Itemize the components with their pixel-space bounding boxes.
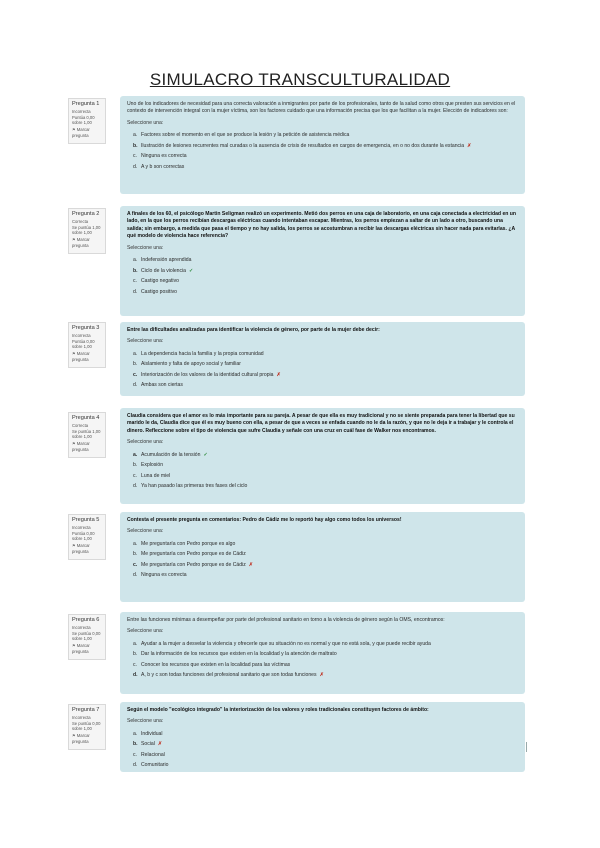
question-info-7 [68,704,106,750]
question-score: Puntúa 0,00 sobre 1,00 [72,338,95,350]
option-letter: a. [133,132,138,139]
question-number: Pregunta 3 [72,325,100,331]
question-info-3 [68,322,106,368]
option-text: Castigo positivo [141,288,177,295]
question-card-1 [120,96,525,194]
option-letter: a. [133,451,138,458]
question-card-3 [120,322,525,396]
option-letter: c. [133,472,137,479]
answer-option[interactable] [127,162,517,173]
flag-question-link[interactable] [72,351,102,363]
question-text: Entre las funciones mínimas a desempeñar por parte del profesional sanitario en torno a la violencia de género según la OMS, encontramos: [127,617,445,623]
answer-option[interactable] [127,760,517,771]
answer-option[interactable] [127,750,517,761]
option-text: La dependencia hacia la familia y la propia comunidad [141,350,264,357]
flag-label: Marcar pregunta [72,237,90,248]
question-score: Se puntúa 0,00 sobre 1,00 [72,630,101,642]
answer-prompt: Seleccione una: [127,439,164,446]
question-text: Contesta el presente pregunta en comentarios: Pedro de Cádiz me lo reportó hay algo como todos los universos! [127,517,402,523]
answer-option[interactable] [127,460,517,471]
flag-icon: ⚑ [72,543,76,549]
answer-option[interactable] [127,471,517,482]
option-letter: a. [133,350,138,357]
answer-option[interactable] [127,639,517,650]
correct-icon: ✓ [203,451,208,458]
question-score: Se puntúa 1,00 sobre 1,00 [72,224,101,236]
question-number: Pregunta 6 [72,617,100,623]
option-text: Me preguntaría con Pedro porque es de Cádiz [141,561,246,568]
flag-icon: ⚑ [72,733,76,739]
incorrect-icon: ✗ [319,672,324,679]
answer-prompt: Seleccione una: [127,119,164,126]
question-status: Incorrecta [72,524,91,530]
answer-prompt: Seleccione una: [127,628,164,635]
question-status: Incorrecta [72,714,91,720]
option-text: Social [141,741,155,748]
question-info-6 [68,614,106,660]
option-letter: d. [133,163,138,170]
option-text: Ambas son ciertas [141,382,183,389]
option-letter: c. [133,561,138,568]
option-letter: d. [133,288,138,295]
flag-label: Marcar pregunta [72,351,90,362]
option-text: Interiorización de los valores de la identidad cultural propia [141,371,274,378]
option-text: Luna de miel [141,472,171,479]
option-letter: a. [133,540,138,547]
option-text: Ya han pasado las primeras tres fases del ciclo [141,483,248,490]
option-text: Ninguna es correcta [141,153,187,160]
option-letter: c. [133,661,137,668]
question-score: Puntúa 0,00 sobre 1,00 [72,114,95,126]
answer-option[interactable] [127,359,517,370]
question-text: A finales de los 60, el psicólogo Martin Seligman realizó un experimento. Metió dos perros en una caja de laboratorio, en una caja conectada a electricidad en un lado, en la que los perros recibían descargas eléctricas cuando intentaban escapar. Mientras, los perros empiezan a saltar de un lado a otro, buscando una salida; sin embargo, a medida que pasa el tiempo y no hay salida, los perros se acostumbran a recibir las descargas eléctricas sin hacer nada para evitarlas. ¿A qué modelo de violencia hace referencia? [127,211,517,240]
option-text: Ayudar a la mujer a desvelar la violencia y ofrecerle que su situación no es normal y que no está sola, y que puede recibir ayuda [141,640,431,647]
question-card-5 [120,512,525,602]
option-letter: c. [133,371,138,378]
question-card-7 [120,702,525,772]
page-title: SIMULACRO TRANSCULTURALIDAD [149,70,451,89]
option-text: Aislamiento y falta de apoyo social y familiar [141,361,241,368]
option-text: A, b y c son todas funciones del profesional sanitario que son todas funciones [141,672,317,679]
answer-prompt: Seleccione una: [127,718,164,725]
question-score: Puntúa 0,00 sobre 1,00 [72,530,95,542]
question-text: Según el modelo "ecológico integrado" la interiorización de los valores y roles tradicionales constituyen factores de ámbito: [127,707,429,713]
question-score: Se puntúa 0,00 sobre 1,00 [72,720,101,732]
option-text: Castigo negativo [141,278,179,285]
option-letter: d. [133,483,138,490]
flag-icon: ⚑ [72,643,76,649]
question-card-6 [120,612,525,694]
question-text: Uno de los indicadores de necesidad para una correcta valoración a inmigrantes por parte de los profesionales, tanto de la salud como otros que presten sus servicios en el contexto de intervención integral con la mujer víctima, son los factores cuidado que una información precisa que los que facilitan a la mujer. Elección de indicadores son: [127,101,516,115]
answer-option[interactable] [127,141,517,152]
question-number: Pregunta 1 [72,101,100,107]
scrollbar-marker[interactable] [526,742,527,752]
flag-question-link[interactable] [72,127,102,139]
option-letter: d. [133,572,138,579]
question-info-5 [68,514,106,560]
flag-label: Marcar pregunta [72,643,90,654]
option-letter: b. [133,741,138,748]
option-letter: d. [133,382,138,389]
option-text: Individual [141,730,163,737]
answer-option[interactable] [127,276,517,287]
option-text: Indefensión aprendida [141,257,192,264]
option-text: Ciclo de la violencia [141,267,187,274]
answer-option[interactable] [127,670,517,681]
question-number: Pregunta 5 [72,517,100,523]
answer-option[interactable] [127,570,517,581]
answer-prompt: Seleccione una: [127,528,164,535]
option-letter: a. [133,257,138,264]
flag-icon: ⚑ [72,441,76,447]
question-status: Incorrecta [72,624,91,630]
question-status: Incorrecta [72,108,91,114]
answer-prompt: Seleccione una: [127,338,164,345]
option-letter: b. [133,651,138,658]
flag-label: Marcar pregunta [72,127,90,138]
option-letter: c. [133,153,137,160]
option-letter: b. [133,142,138,149]
answer-option[interactable] [127,739,517,750]
flag-label: Marcar pregunta [72,733,90,744]
option-letter: b. [133,361,138,368]
option-text: Me preguntaría con Pedro porque es algo [141,540,236,547]
option-letter: a. [133,730,138,737]
option-text: Relacional [141,751,165,758]
answer-option[interactable] [127,255,517,266]
answer-option[interactable] [127,151,517,162]
answer-option[interactable] [127,729,517,740]
answer-option[interactable] [127,380,517,391]
incorrect-icon: ✗ [157,741,163,748]
option-letter: d. [133,672,138,679]
answer-option[interactable] [127,450,517,461]
flag-label: Marcar pregunta [72,543,90,554]
option-text: Ilustración de lesiones recurrentes mal curadas o la ausencia de crisis de resultados en cargos de emergencia, en o no dos durante la estancia [141,142,465,149]
incorrect-icon: ✗ [248,561,254,568]
question-info-1 [68,98,106,144]
option-text: Comunitario [141,762,169,769]
option-text: Ninguna es correcta [141,572,187,579]
question-number: Pregunta 7 [72,707,100,713]
correct-icon: ✓ [189,267,194,274]
option-text: Conocer los recursos que existen en la localidad para las víctimas [141,661,291,668]
flag-label: Marcar pregunta [72,441,90,452]
option-text: Me preguntaría con Pedro porque es de Cádiz [141,551,246,558]
flag-question-link[interactable] [72,543,102,555]
flag-icon: ⚑ [72,351,76,357]
answer-option[interactable] [127,649,517,660]
option-letter: d. [133,762,138,769]
answer-option[interactable] [127,266,517,277]
question-number: Pregunta 2 [72,211,100,217]
question-info-2 [68,208,106,254]
option-letter: b. [133,462,138,469]
option-letter: b. [133,551,138,558]
answer-option[interactable] [127,349,517,360]
option-text: Acumulación de la tensión [141,451,201,458]
option-letter: c. [133,751,137,758]
flag-question-link[interactable] [72,237,102,249]
question-text: Claudia considera que el amor es lo más importante para su pareja. A pesar de que ella es muy tradicional y no se siente preparada para tener la libertad que su marido le da, Claudia dice que él es muy bueno con ella, a pesar de que a veces se enfada cuando no le da la razón, y que no le deja ir a trabajar y le controla el dinero. Refleccione sobre el tipo de violencia que sufre Claudia y señale con una cruz en cuál fase de Walker nos encontramos. [127,413,515,434]
question-info-4 [68,412,106,458]
question-number: Pregunta 4 [72,415,100,421]
flag-question-link[interactable] [72,733,102,745]
question-card-2 [120,206,525,316]
question-status: Incorrecta [72,332,91,338]
flag-question-link[interactable] [72,441,102,453]
answer-option[interactable] [127,560,517,571]
option-text: Dar la información de los recursos que existen en la localidad y la atención de maltrato [141,651,337,658]
question-status: Correcta [72,422,89,428]
question-status: Correcta [72,218,89,224]
option-letter: c. [133,278,137,285]
option-letter: b. [133,267,138,274]
answer-option[interactable] [127,130,517,141]
answer-option[interactable] [127,549,517,560]
answer-option[interactable] [127,539,517,550]
answer-option[interactable] [127,481,517,492]
option-text: Explosión [141,462,164,469]
question-text: Entre las dificultades analizadas para identificar la violencia de género, por parte de la mujer debe decir: [127,327,380,333]
incorrect-icon: ✗ [467,142,472,149]
incorrect-icon: ✗ [276,371,281,378]
answer-option[interactable] [127,370,517,381]
answer-option[interactable] [127,660,517,671]
answer-prompt: Seleccione una: [127,244,164,251]
question-score: Se puntúa 1,00 sobre 1,00 [72,428,101,440]
option-text: A y b son correctas [141,163,185,170]
flag-icon: ⚑ [72,237,76,243]
option-letter: a. [133,640,138,647]
question-card-4 [120,408,525,504]
flag-icon: ⚑ [72,127,76,133]
answer-option[interactable] [127,287,517,298]
option-text: Factores sobre el momento en el que se produce la lesión y la petición de asistencia médica [141,132,350,139]
flag-question-link[interactable] [72,643,102,655]
